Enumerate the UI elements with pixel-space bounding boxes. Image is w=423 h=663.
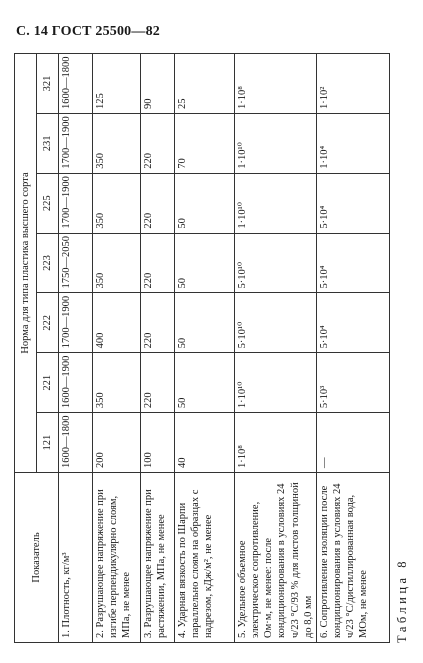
table-row: [235, 54, 317, 643]
cell-value: 1·10⁴: [316, 113, 389, 173]
cell-value: 350: [93, 353, 141, 413]
cell-value: 220: [141, 293, 175, 353]
indicator-header: Показатель: [15, 473, 59, 643]
table-row: [175, 54, 235, 643]
cell-value: 400: [93, 293, 141, 353]
cell-value: 50: [175, 173, 235, 233]
col-header-223: 223: [37, 233, 59, 293]
cell-value: 220: [141, 233, 175, 293]
cell-value: 1·10²: [316, 54, 389, 114]
col-header-231: 231: [37, 113, 59, 173]
cell-value: 350: [93, 233, 141, 293]
cell-value: 220: [141, 113, 175, 173]
cell-value: 5·10¹⁰: [235, 293, 317, 353]
col-header-222: 222: [37, 293, 59, 353]
cell-value: 100: [141, 413, 175, 473]
cell-value: 350: [93, 113, 141, 173]
norms-table: [14, 53, 390, 643]
row-indicator: 1. Плотность, кг/м³: [59, 473, 93, 643]
cell-value: 40: [175, 413, 235, 473]
cell-value: 50: [175, 233, 235, 293]
table-row: [59, 54, 93, 643]
cell-value: 5·10⁴: [316, 173, 389, 233]
cell-value: 1700—1900: [59, 113, 93, 173]
table-row: [141, 54, 175, 643]
cell-value: —: [316, 413, 389, 473]
cell-value: 5·10⁴: [316, 293, 389, 353]
col-header-225: 225: [37, 173, 59, 233]
cell-value: 350: [93, 173, 141, 233]
page-header: С. 14 ГОСТ 25500—82: [16, 24, 160, 39]
cell-value: 1·10¹⁰: [235, 173, 317, 233]
cell-value: 220: [141, 353, 175, 413]
cell-value: 1·10¹⁰: [235, 113, 317, 173]
col-header-321: 321: [37, 54, 59, 114]
cell-value: 50: [175, 293, 235, 353]
cell-value: 90: [141, 54, 175, 114]
cell-value: 1600—1800: [59, 413, 93, 473]
cell-value: 25: [175, 54, 235, 114]
row-indicator: 5. Удельное объемное электрическое сопротивление, Ом·м, не менее: после кондиционирования в условиях 24 ч/23 °C/93 % для листов толщиной до 8,0 мм: [235, 473, 317, 643]
cell-value: 50: [175, 353, 235, 413]
cell-value: 1600—1900: [59, 353, 93, 413]
cell-value: 1700—1900: [59, 173, 93, 233]
table-row: [93, 54, 141, 643]
row-indicator: 2. Разрушающее напряжение при изгибе перпендикулярно слоям, МПа, не менее: [93, 473, 141, 643]
cell-value: 125: [93, 54, 141, 114]
cell-value: 1750—2050: [59, 233, 93, 293]
table-caption: Таблица 8: [395, 558, 409, 643]
cell-value: 200: [93, 413, 141, 473]
row-indicator: 6. Сопротивление изоляции после кондиционирования в условиях 24 ч/23 °C/дистиллированная вода, МОм, не менее: [316, 473, 389, 643]
norm-header: Норма для типа пластика высшего сорта: [15, 54, 37, 473]
cell-value: 5·10¹⁰: [235, 233, 317, 293]
col-header-121: 121: [37, 413, 59, 473]
cell-value: 5·10⁴: [316, 233, 389, 293]
cell-value: 1·10¹⁰: [235, 353, 317, 413]
table-header-row: [15, 54, 37, 643]
cell-value: 5·10³: [316, 353, 389, 413]
cell-value: 1·10⁸: [235, 54, 317, 114]
cell-value: 1700—1900: [59, 293, 93, 353]
row-indicator: 3. Разрушающее напряжение при растяжении, МПа, не менее: [141, 473, 175, 643]
cell-value: 1·10⁸: [235, 413, 317, 473]
cell-value: 220: [141, 173, 175, 233]
cell-value: 1600—1800: [59, 54, 93, 114]
cell-value: 70: [175, 113, 235, 173]
row-indicator: 4. Ударная вязкость по Шарпи параллельно слоям на образцах с надрезом, кДж/м², не менее: [175, 473, 235, 643]
col-header-221: 221: [37, 353, 59, 413]
table-row: [316, 54, 389, 643]
